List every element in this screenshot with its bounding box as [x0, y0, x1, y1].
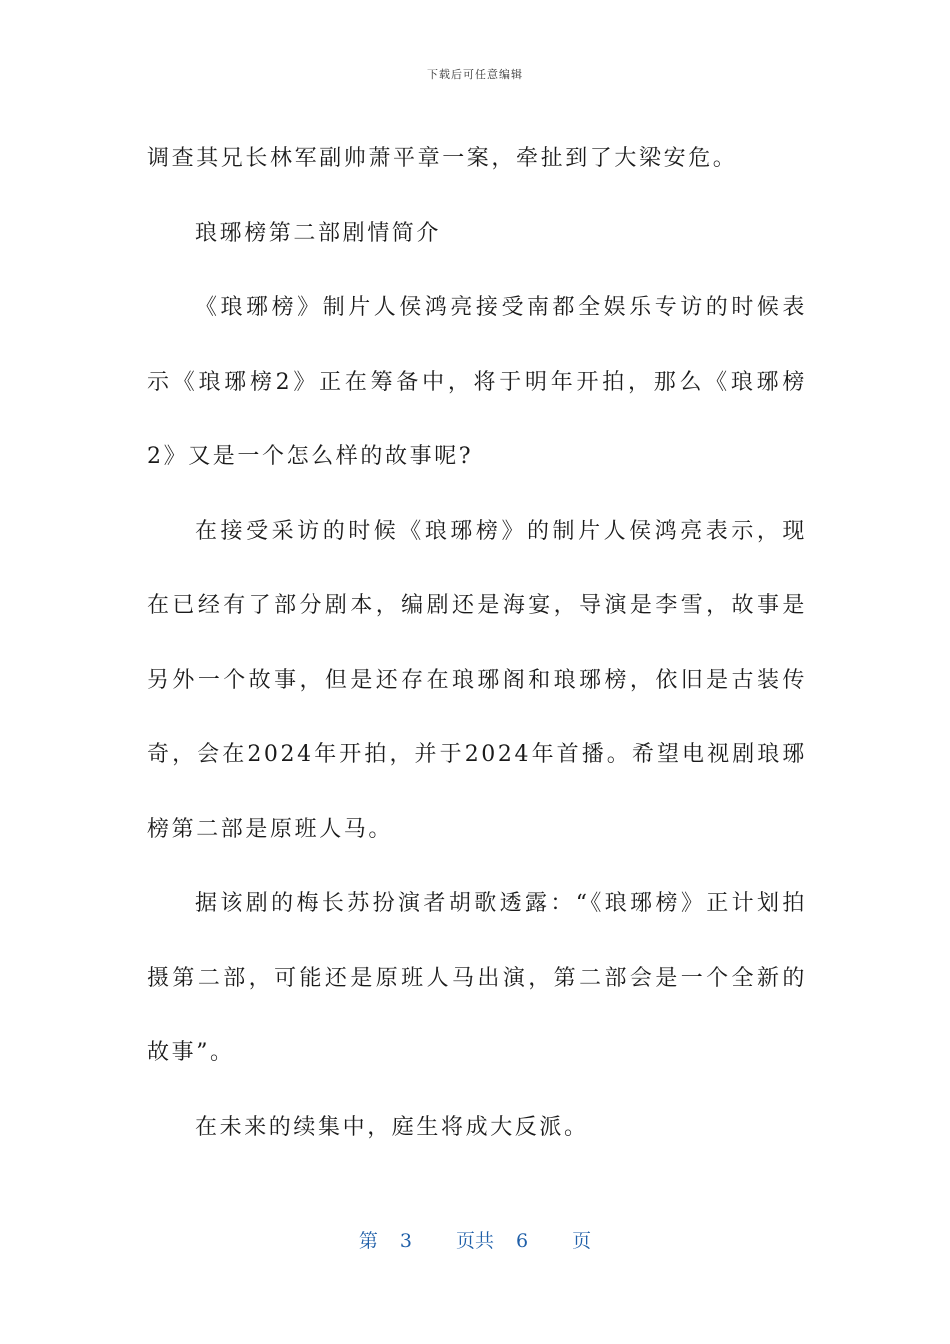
paragraph-3: 《琅琊榜》制片人侯鸿亮接受南都全娱乐专访的时候表示《琅琊榜2》正在筹备中，将于明年开拍，那么《琅琊榜2》又是一个怎么样的故事呢?: [147, 295, 807, 469]
total-pages-number: 6: [516, 1230, 529, 1252]
current-page-number: 3: [399, 1230, 412, 1252]
paragraph-6: 在未来的续集中，庭生将成大反派。: [195, 1114, 589, 1140]
paragraph-4: 在接受采访的时候《琅琊榜》的制片人侯鸿亮表示，现在已经有了部分剧本，编剧还是海宴，导演是李雪，故事是另外一个故事，但是还存在琅琊阁和琅琊榜，依旧是古装传奇，会在2024年开拍，并于2024年首播。希望电视剧琅琊榜第二部是原班人马。: [147, 518, 807, 842]
document-body: [147, 122, 807, 1165]
page-mid: 页共: [455, 1230, 494, 1252]
paragraph-5: 据该剧的梅长苏扮演者胡歌透露：“《琅琊榜》正计划拍摄第二部，可能还是原班人马出演，第二部会是一个全新的故事”。: [147, 891, 807, 1065]
page-footer: [0, 1226, 950, 1253]
header-note: 下载后可任意编辑: [427, 68, 523, 81]
paragraph-1: 调查其兄长林军副帅萧平章一案，牵扯到了大梁安危。: [147, 146, 738, 171]
page-prefix: 第: [358, 1230, 378, 1252]
section-heading: 琅琊榜第二部剧情简介: [195, 220, 442, 246]
page-suffix: 页: [572, 1230, 592, 1252]
